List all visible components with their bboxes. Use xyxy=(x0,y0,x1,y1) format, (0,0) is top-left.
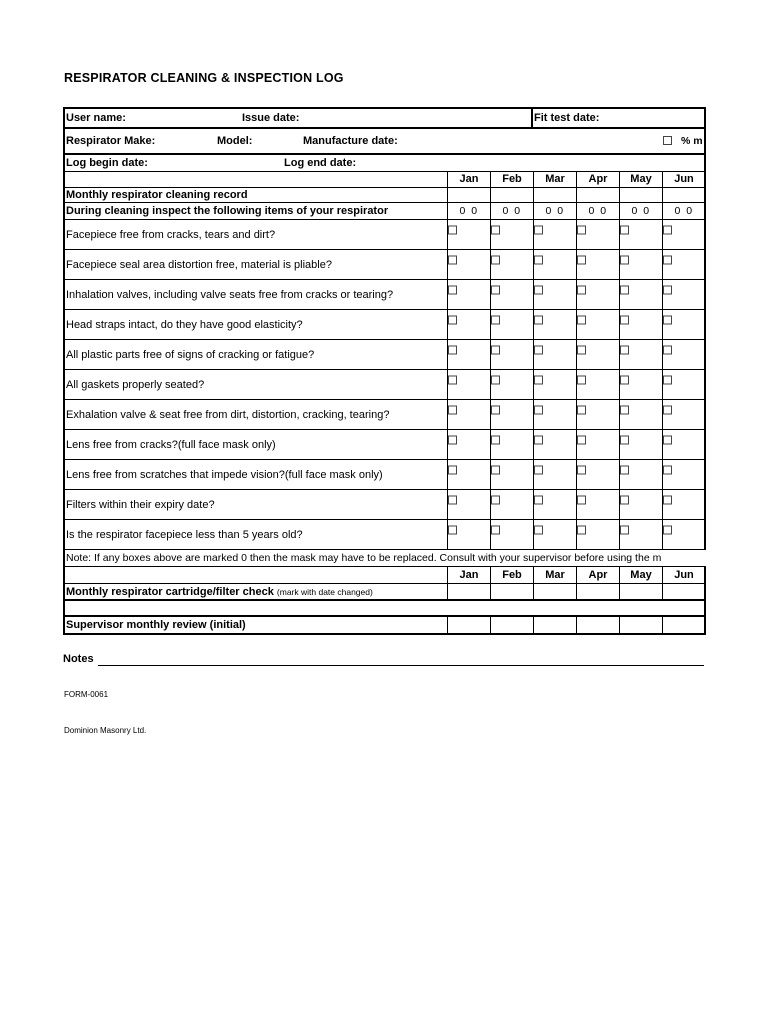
checkbox-jan[interactable] xyxy=(448,285,457,294)
checkbox-apr[interactable] xyxy=(577,405,586,414)
month-cell-jun xyxy=(662,310,705,339)
note-row xyxy=(65,550,706,567)
notes-line[interactable] xyxy=(98,665,704,666)
month-cell-jun xyxy=(662,220,705,249)
month-cell-apr xyxy=(576,340,619,369)
supervisor-label: Supervisor monthly review (initial) xyxy=(66,619,246,631)
question-text: Filters within their expiry date? xyxy=(66,498,215,511)
checkbox-mar[interactable] xyxy=(534,405,543,414)
month-cell-apr xyxy=(576,520,619,549)
checkbox-jan[interactable] xyxy=(448,255,457,264)
cartridge-sub: (mark with date changed) xyxy=(276,586,373,597)
manufacture-date-label: Manufacture date: xyxy=(303,135,398,147)
month-cell-jan xyxy=(447,430,490,459)
checkbox-may[interactable] xyxy=(620,285,629,294)
inspect-row xyxy=(65,203,706,220)
checkbox-jun[interactable] xyxy=(663,255,672,264)
month-header-row-2 xyxy=(65,567,706,584)
note-text: Note: If any boxes above are marked 0 then the mask may have to be replaced. Consult with your supervisor before using the m xyxy=(66,552,662,564)
checkbox-apr[interactable] xyxy=(577,225,586,234)
month-cell-jan xyxy=(447,520,490,549)
month-cell-may xyxy=(619,370,662,399)
log-begin-date-label: Log begin date: xyxy=(66,157,148,169)
checkbox-apr[interactable] xyxy=(577,435,586,444)
month-cell-jun xyxy=(662,340,705,369)
month-cell-jun xyxy=(662,490,705,519)
log-end-date-label: Log end date: xyxy=(284,157,357,169)
checkbox-jan[interactable] xyxy=(448,435,457,444)
month-cell-feb xyxy=(490,280,533,309)
header-row-3 xyxy=(65,155,706,172)
checkbox-jan[interactable] xyxy=(448,525,457,534)
month-cell-jan xyxy=(447,400,490,429)
checkbox-feb[interactable] xyxy=(491,495,500,504)
checkbox-feb[interactable] xyxy=(491,225,500,234)
respirator-make-label: Respirator Make: xyxy=(66,135,156,147)
checkbox-jan[interactable] xyxy=(448,345,457,354)
percent-checkbox[interactable] xyxy=(663,136,672,145)
month-cell-jun xyxy=(662,430,705,459)
checkbox-jun[interactable] xyxy=(663,495,672,504)
question-text: Facepiece free from cracks, tears and dirt? xyxy=(66,228,276,241)
oo-jan: 0 0 xyxy=(459,205,479,217)
checkbox-mar[interactable] xyxy=(534,255,543,264)
checkbox-jun[interactable] xyxy=(663,225,672,234)
oo-jun: 0 0 xyxy=(674,205,694,217)
checkbox-feb[interactable] xyxy=(491,375,500,384)
checkbox-apr[interactable] xyxy=(577,465,586,474)
cartridge-label: Monthly respirator cartridge/filter check xyxy=(66,585,274,598)
month-cell-jan xyxy=(447,460,490,489)
month-cell-jan xyxy=(447,310,490,339)
month-cell-apr xyxy=(576,250,619,279)
header-box xyxy=(63,107,706,172)
percent-label: % m xyxy=(681,135,703,147)
inspect-label: During cleaning inspect the following items of your respirator xyxy=(66,205,389,217)
checkbox-jan[interactable] xyxy=(448,495,457,504)
checkbox-jan[interactable] xyxy=(448,375,457,384)
month-cell-may xyxy=(619,400,662,429)
cleaning-record-row xyxy=(65,188,706,203)
month-may-2: May xyxy=(630,569,652,581)
month-cell-may xyxy=(619,310,662,339)
checkbox-feb[interactable] xyxy=(491,525,500,534)
spacer-row xyxy=(65,601,706,617)
month-cell-jun xyxy=(662,520,705,549)
checkbox-mar[interactable] xyxy=(534,345,543,354)
month-cell-mar xyxy=(533,250,576,279)
question-text: Lens free from cracks?(full face mask only) xyxy=(66,438,276,451)
month-cell-jan xyxy=(447,490,490,519)
month-cell-jan xyxy=(447,370,490,399)
month-cell-feb xyxy=(490,310,533,339)
month-jan: Jan xyxy=(459,173,479,185)
checkbox-jun[interactable] xyxy=(663,375,672,384)
month-cell-feb xyxy=(490,220,533,249)
month-cell-mar xyxy=(533,280,576,309)
month-header-row xyxy=(65,171,706,188)
month-mar: Mar xyxy=(545,173,565,185)
question-row xyxy=(65,370,706,400)
month-cell-feb xyxy=(490,340,533,369)
checkbox-apr[interactable] xyxy=(577,525,586,534)
month-cell-feb xyxy=(490,370,533,399)
question-row xyxy=(65,280,706,310)
month-cell-apr xyxy=(576,430,619,459)
checkbox-mar[interactable] xyxy=(534,495,543,504)
model-label: Model: xyxy=(217,135,253,147)
company-name: Dominion Masonry Ltd. xyxy=(64,726,147,735)
checkbox-jun[interactable] xyxy=(663,435,672,444)
checkbox-mar[interactable] xyxy=(534,435,543,444)
month-cell-mar xyxy=(533,400,576,429)
checkbox-may[interactable] xyxy=(620,315,629,324)
month-cell-jun xyxy=(662,250,705,279)
month-cell-jun xyxy=(662,370,705,399)
checkbox-jun[interactable] xyxy=(663,345,672,354)
month-cell-apr xyxy=(576,460,619,489)
month-cell-mar xyxy=(533,370,576,399)
checkbox-may[interactable] xyxy=(620,495,629,504)
month-cell-mar xyxy=(533,220,576,249)
question-text: Inhalation valves, including valve seats free from cracks or tearing? xyxy=(66,288,394,301)
question-row xyxy=(65,220,706,250)
month-cell-feb xyxy=(490,430,533,459)
question-row xyxy=(65,310,706,340)
month-cell-feb xyxy=(490,250,533,279)
month-cell-apr xyxy=(576,310,619,339)
checkbox-mar[interactable] xyxy=(534,525,543,534)
checkbox-apr[interactable] xyxy=(577,345,586,354)
notes-label: Notes xyxy=(63,653,94,665)
checkbox-feb[interactable] xyxy=(491,255,500,264)
month-cell-apr xyxy=(576,220,619,249)
cartridge-label-wrap xyxy=(66,586,373,598)
month-cell-may xyxy=(619,520,662,549)
oo-apr: 0 0 xyxy=(588,205,608,217)
checkbox-jun[interactable] xyxy=(663,465,672,474)
checkbox-feb[interactable] xyxy=(491,405,500,414)
question-text: Is the respirator facepiece less than 5 years old? xyxy=(66,528,303,541)
user-name-label: User name: xyxy=(66,112,126,124)
month-cell-jun xyxy=(662,460,705,489)
question-text: Lens free from scratches that impede vision?(full face mask only) xyxy=(66,468,383,481)
month-cell-apr xyxy=(576,280,619,309)
checkbox-jun[interactable] xyxy=(663,285,672,294)
checkbox-apr[interactable] xyxy=(577,285,586,294)
month-cell-mar xyxy=(533,430,576,459)
month-mar-2: Mar xyxy=(545,569,565,581)
checkbox-jun[interactable] xyxy=(663,315,672,324)
month-cell-may xyxy=(619,280,662,309)
page-title: RESPIRATOR CLEANING & INSPECTION LOG xyxy=(64,71,344,85)
month-cell-jan xyxy=(447,340,490,369)
month-cell-may xyxy=(619,340,662,369)
checkbox-may[interactable] xyxy=(620,375,629,384)
month-cell-jun xyxy=(662,280,705,309)
checkbox-may[interactable] xyxy=(620,345,629,354)
checkbox-may[interactable] xyxy=(620,405,629,414)
month-cell-may xyxy=(619,250,662,279)
month-cell-may xyxy=(619,430,662,459)
oo-may: 0 0 xyxy=(631,205,651,217)
checkbox-mar[interactable] xyxy=(534,315,543,324)
checkbox-feb[interactable] xyxy=(491,315,500,324)
month-cell-mar xyxy=(533,460,576,489)
question-row xyxy=(65,400,706,430)
month-cell-feb xyxy=(490,400,533,429)
cleaning-record-label: Monthly respirator cleaning record xyxy=(66,189,248,201)
question-text: All plastic parts free of signs of cracking or fatigue? xyxy=(66,348,315,361)
month-jan-2: Jan xyxy=(459,569,479,581)
checkbox-may[interactable] xyxy=(620,255,629,264)
month-cell-apr xyxy=(576,490,619,519)
supervisor-row xyxy=(65,617,706,635)
checkbox-mar[interactable] xyxy=(534,225,543,234)
issue-date-label: Issue date: xyxy=(242,112,300,124)
checkbox-may[interactable] xyxy=(620,435,629,444)
question-row xyxy=(65,430,706,460)
question-text: Head straps intact, do they have good elasticity? xyxy=(66,318,303,331)
month-cell-mar xyxy=(533,490,576,519)
question-row xyxy=(65,250,706,280)
question-row xyxy=(65,340,706,370)
checkbox-apr[interactable] xyxy=(577,255,586,264)
question-text: Facepiece seal area distortion free, material is pliable? xyxy=(66,258,332,271)
month-cell-may xyxy=(619,220,662,249)
checkbox-mar[interactable] xyxy=(534,285,543,294)
month-cell-jan xyxy=(447,220,490,249)
checkbox-may[interactable] xyxy=(620,465,629,474)
question-row xyxy=(65,460,706,490)
checkbox-feb[interactable] xyxy=(491,345,500,354)
checkbox-jan[interactable] xyxy=(448,225,457,234)
checkbox-mar[interactable] xyxy=(534,375,543,384)
checkbox-may[interactable] xyxy=(620,225,629,234)
header-row-2 xyxy=(65,129,706,155)
checkbox-jan[interactable] xyxy=(448,465,457,474)
cleaning-table xyxy=(63,171,706,635)
checkbox-jan[interactable] xyxy=(448,315,457,324)
month-cell-apr xyxy=(576,370,619,399)
question-row xyxy=(65,490,706,520)
header-row-1 xyxy=(65,109,706,129)
month-jun-2: Jun xyxy=(674,569,694,581)
month-cell-mar xyxy=(533,520,576,549)
checkbox-jun[interactable] xyxy=(663,405,672,414)
checkbox-apr[interactable] xyxy=(577,375,586,384)
month-cell-apr xyxy=(576,400,619,429)
month-cell-may xyxy=(619,460,662,489)
oo-feb: 0 0 xyxy=(502,205,522,217)
form-number: FORM-0061 xyxy=(64,690,109,699)
fit-test-date-label: Fit test date: xyxy=(534,112,600,124)
question-text: All gaskets properly seated? xyxy=(66,378,205,391)
checkbox-apr[interactable] xyxy=(577,495,586,504)
month-feb-2: Feb xyxy=(502,569,522,581)
cartridge-row xyxy=(65,584,706,601)
month-jun: Jun xyxy=(674,173,694,185)
checkbox-mar[interactable] xyxy=(534,465,543,474)
month-feb: Feb xyxy=(502,173,522,185)
month-cell-mar xyxy=(533,310,576,339)
checkbox-feb[interactable] xyxy=(491,435,500,444)
month-apr-2: Apr xyxy=(588,569,608,581)
month-may: May xyxy=(630,173,652,185)
month-cell-jan xyxy=(447,250,490,279)
question-text: Exhalation valve & seat free from dirt, distortion, cracking, tearing? xyxy=(66,408,390,421)
question-row xyxy=(65,520,706,550)
month-cell-jun xyxy=(662,400,705,429)
checkbox-feb[interactable] xyxy=(491,465,500,474)
month-apr: Apr xyxy=(588,173,608,185)
checkbox-jun[interactable] xyxy=(663,525,672,534)
checkbox-apr[interactable] xyxy=(577,315,586,324)
checkbox-jan[interactable] xyxy=(448,405,457,414)
month-cell-feb xyxy=(490,490,533,519)
oo-mar: 0 0 xyxy=(545,205,565,217)
month-cell-mar xyxy=(533,340,576,369)
month-cell-feb xyxy=(490,460,533,489)
checkbox-feb[interactable] xyxy=(491,285,500,294)
month-cell-jan xyxy=(447,280,490,309)
checkbox-may[interactable] xyxy=(620,525,629,534)
month-cell-feb xyxy=(490,520,533,549)
month-cell-may xyxy=(619,490,662,519)
